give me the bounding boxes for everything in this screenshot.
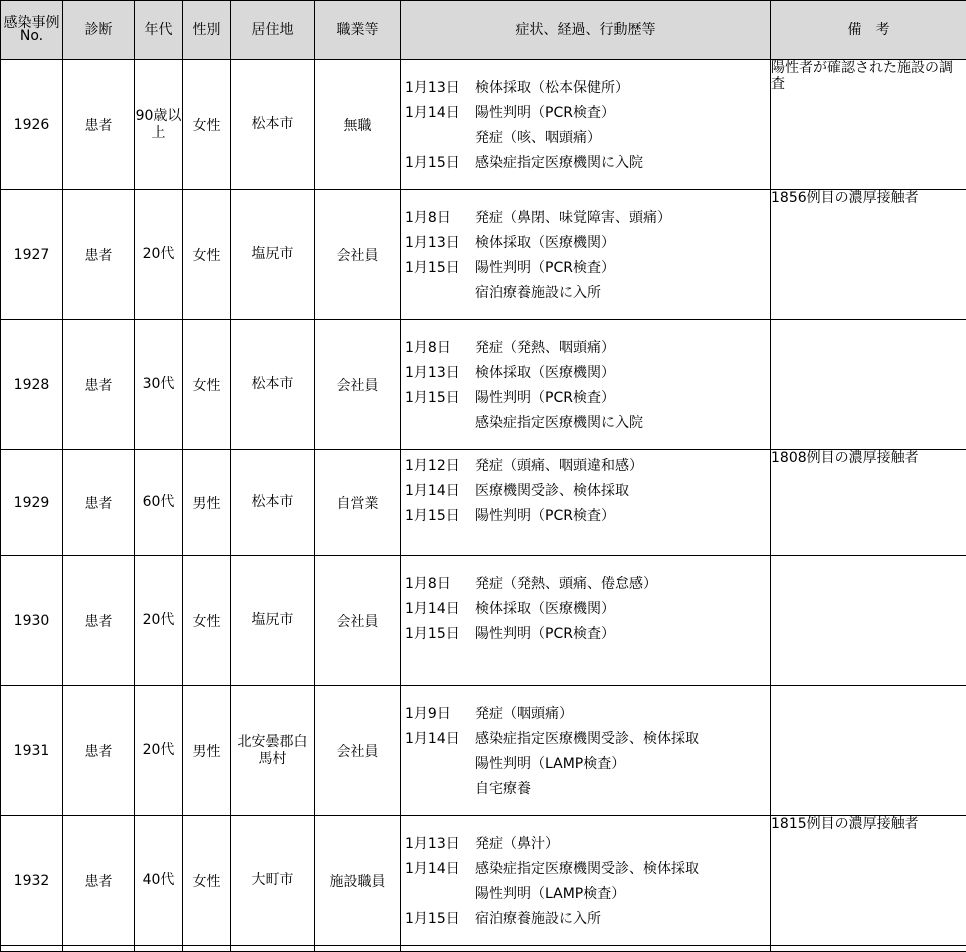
event-text: 陽性判明（LAMP検査） [475,753,625,773]
event-date: 1月13日 [401,362,475,382]
event-text: 発症（鼻閉、味覚障害、頭痛） [475,207,671,227]
event-date: 1月8日 [401,573,475,593]
course-event [401,596,770,621]
occupation-cell: 施設職員 [315,816,401,946]
course-event [401,726,770,751]
course-event [401,701,770,726]
sex-cell: 女性 [183,816,231,946]
event-text: 発症（鼻汁） [475,833,559,853]
occupation-cell: 会社員 [315,686,401,816]
header-course: 症状、経過、行動歴等 [401,1,771,60]
age-cell: 90歳以上 [135,60,183,190]
remarks-cell [771,556,966,686]
event-date: 1月15日 [401,387,475,407]
case-no-cell: 1932 [1,816,63,946]
occupation-cell: 会社員 [315,190,401,320]
table-row [1,556,966,686]
event-text: 検体採取（松本保健所） [475,77,629,97]
course-event [401,503,770,528]
header-residence: 居住地 [231,1,315,60]
residence-cell: 塩尻市 [231,190,315,320]
event-date: 1月14日 [401,728,475,748]
course-cell [401,816,771,946]
event-text: 自宅療養 [475,778,531,798]
course-event [401,571,770,596]
course-event [401,453,770,478]
sex-cell: 男性 [183,450,231,556]
residence-cell: 塩尻市 [231,556,315,686]
remarks-cell: 1856例目の濃厚接触者 [771,190,966,320]
table-row [1,60,966,190]
header-occupation: 職業等 [315,1,401,60]
case-no-cell: 1929 [1,450,63,556]
event-date: 1月13日 [401,77,475,97]
sex-cell: 女性 [183,190,231,320]
event-date: 1月15日 [401,505,475,525]
course-event [401,205,770,230]
header-age: 年代 [135,1,183,60]
case-rows [1,60,966,952]
remarks-cell: 1808例目の濃厚接触者 [771,450,966,556]
event-date: 1月13日 [401,833,475,853]
course-event [401,280,770,305]
course-event [401,410,770,435]
diagnosis-cell: 患者 [63,320,135,450]
sex-cell: 女性 [183,320,231,450]
course-cell [401,60,771,190]
age-cell: 20代 [135,686,183,816]
course-event [401,100,770,125]
remarks-cell: 1815例目の濃厚接触者 [771,816,966,946]
event-date: 1月8日 [401,207,475,227]
course-event [401,230,770,255]
event-date: 1月14日 [401,858,475,878]
diagnosis-cell: 患者 [63,816,135,946]
age-cell: 30代 [135,320,183,450]
event-text: 発症（発熱、頭痛、倦怠感） [475,573,657,593]
event-date: 1月15日 [401,152,475,172]
occupation-cell: 会社員 [315,320,401,450]
course-event [401,360,770,385]
diagnosis-cell: 患者 [63,686,135,816]
course-cell [401,450,771,556]
residence-cell: 大町市 [231,816,315,946]
table-row [1,320,966,450]
diagnosis-cell: 患者 [63,60,135,190]
event-text: 感染症指定医療機関受診、検体採取 [475,858,699,878]
course-event [401,528,770,553]
event-text: 検体採取（医療機関） [475,598,615,618]
course-event [401,856,770,881]
event-text: 感染症指定医療機関に入院 [475,152,643,172]
course-event [401,776,770,801]
event-text: 発症（咳、咽頭痛） [475,127,601,147]
remarks-cell [771,686,966,816]
course-event [401,906,770,931]
course-event [401,335,770,360]
course-event [401,881,770,906]
course-event [401,255,770,280]
header-sex: 性別 [183,1,231,60]
event-text: 陽性判明（PCR検査） [475,257,615,277]
occupation-cell: 無職 [315,60,401,190]
residence-cell: 松本市 [231,320,315,450]
table-row [1,190,966,320]
sex-cell: 女性 [183,60,231,190]
residence-cell: 北安曇郡白馬村 [231,686,315,816]
event-text: 発症（咽頭痛） [475,703,573,723]
event-text: 検体採取（医療機関） [475,232,615,252]
event-date: 1月12日 [401,455,475,475]
course-cell [401,686,771,816]
course-cell [401,190,771,320]
event-date: 1月14日 [401,102,475,122]
course-event [401,385,770,410]
diagnosis-cell: 患者 [63,556,135,686]
event-text: 陽性判明（PCR検査） [475,102,615,122]
case-no-cell: 1930 [1,556,63,686]
residence-cell: 松本市 [231,60,315,190]
course-event [401,150,770,175]
event-date: 1月14日 [401,480,475,500]
event-text: 医療機関受診、検体採取 [475,480,629,500]
event-date: 1月15日 [401,623,475,643]
event-text: 検体採取（医療機関） [475,362,615,382]
header-remarks: 備 考 [771,1,966,60]
header-diagnosis: 診断 [63,1,135,60]
course-event [401,646,770,671]
header-case-no: 感染事例No. [1,1,63,60]
course-event [401,751,770,776]
table-row [1,450,966,556]
course-event [401,478,770,503]
course-event [401,75,770,100]
occupation-cell: 会社員 [315,556,401,686]
case-no-cell: 1928 [1,320,63,450]
header-row [1,1,966,60]
case-no-cell: 1927 [1,190,63,320]
residence-cell: 松本市 [231,450,315,556]
diagnosis-cell: 患者 [63,190,135,320]
event-text: 陽性判明（PCR検査） [475,623,615,643]
event-text: 感染症指定医療機関受診、検体採取 [475,728,699,748]
event-date: 1月15日 [401,257,475,277]
case-no-cell: 1931 [1,686,63,816]
event-text: 陽性判明（PCR検査） [475,505,615,525]
event-text: 陽性判明（LAMP検査） [475,883,625,903]
event-date: 1月14日 [401,598,475,618]
event-text: 陽性判明（PCR検査） [475,387,615,407]
event-text: 感染症指定医療機関に入院 [475,412,643,432]
occupation-cell: 自営業 [315,450,401,556]
table-row [1,816,966,946]
event-date: 1月8日 [401,337,475,357]
event-text: 宿泊療養施設に入所 [475,908,601,928]
remarks-cell [771,320,966,450]
sex-cell: 男性 [183,686,231,816]
course-event [401,621,770,646]
age-cell: 20代 [135,190,183,320]
sex-cell: 女性 [183,556,231,686]
age-cell: 20代 [135,556,183,686]
diagnosis-cell: 患者 [63,450,135,556]
course-event [401,831,770,856]
event-text: 宿泊療養施設に入所 [475,282,601,302]
remarks-cell: 陽性者が確認された施設の調査 [771,60,966,190]
course-event [401,125,770,150]
table-row [1,686,966,816]
case-no-cell: 1926 [1,60,63,190]
course-cell [401,320,771,450]
event-text: 発症（発熱、咽頭痛） [475,337,615,357]
course-cell [401,556,771,686]
event-text: 発症（頭痛、咽頭違和感） [475,455,643,475]
event-date: 1月15日 [401,908,475,928]
age-cell: 60代 [135,450,183,556]
event-date: 1月13日 [401,232,475,252]
event-date: 1月9日 [401,703,475,723]
age-cell: 40代 [135,816,183,946]
